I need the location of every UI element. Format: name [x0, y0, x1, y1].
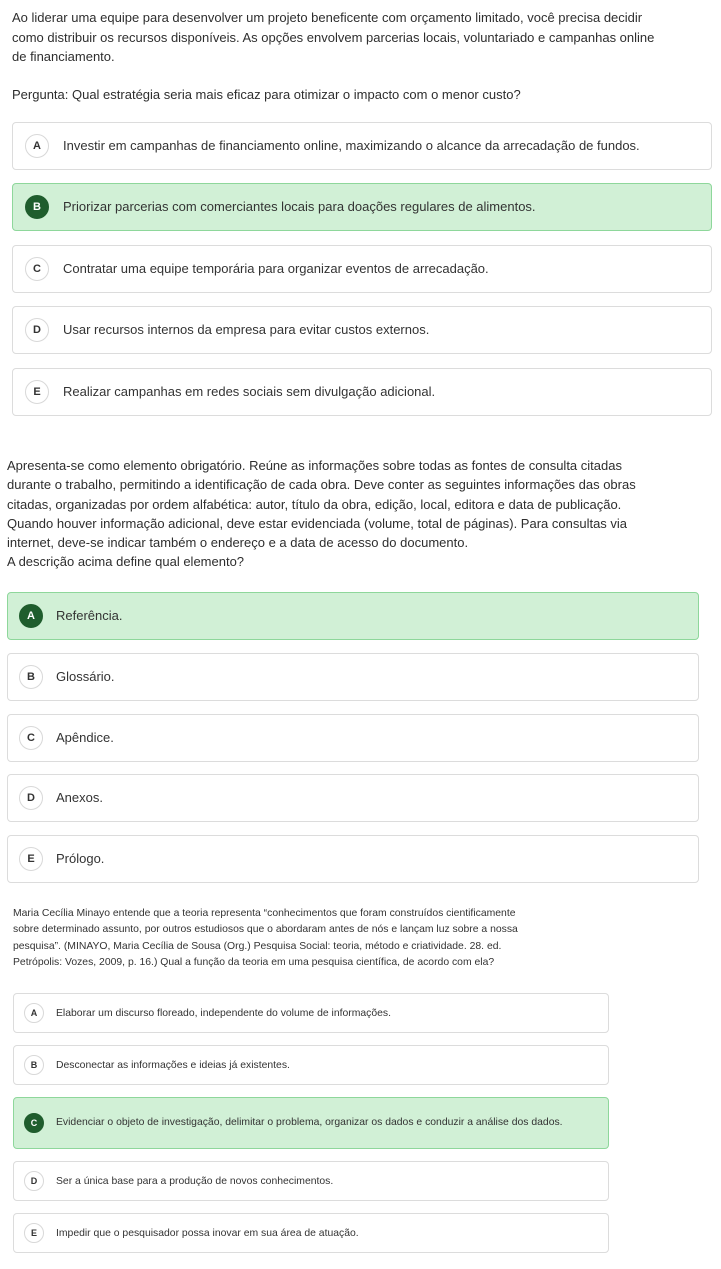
option-letter-badge: B — [24, 1055, 44, 1075]
option-letter-badge: B — [25, 195, 49, 219]
option-text: Investir em campanhas de financiamento online, maximizando o alcance da arrecadação de fundos. — [63, 138, 640, 153]
question-statement: Maria Cecília Minayo entende que a teoria representa “conhecimentos que foram construídos cientificamente sobre determinado assunto, por outros estudiosos que o abordaram antes de nós e lançam luz sobre a nossa pesquisa”. (MINAYO, Maria Cecília de Sousa (Org.) Pesquisa Social: teoria, método e criatividade. 28. ed. Petrópolis: Vozes, 2009, p. 16.) Qual a função da teoria em uma pesquisa científica, de acordo com ela? — [13, 908, 518, 968]
option-letter-badge: E — [25, 380, 49, 404]
option-b[interactable] — [12, 183, 712, 231]
question-statement: Apresenta-se como elemento obrigatório. Reúne as informações sobre todas as fontes de consulta citadas durante o trabalho, permitindo a identificação de cada obra. Deve conter as seguintes informações das obras citadas, organizadas por ordem alfabética: autor, título da obra, edição, local, editora e data de publicação. Quando houver informação adicional, deve estar evidenciada (volume, total de páginas). Para consultas via internet, deve-se indicar também o endereço e a data de acesso do documento. A descrição acima define qual elemento? — [7, 458, 636, 570]
option-a[interactable] — [13, 993, 609, 1033]
option-text: Contratar uma equipe temporária para organizar eventos de arrecadação. — [63, 261, 489, 276]
option-text: Desconectar as informações e ideias já existentes. — [56, 1059, 290, 1071]
question-prompt: Pergunta: Qual estratégia seria mais eficaz para otimizar o impacto com o menor custo? — [12, 86, 521, 102]
option-text: Impedir que o pesquisador possa inovar em sua área de atuação. — [56, 1227, 359, 1239]
option-letter-badge: E — [24, 1223, 44, 1243]
option-c[interactable] — [7, 714, 699, 762]
option-letter-badge: B — [19, 665, 43, 689]
option-e[interactable] — [7, 835, 699, 883]
option-e[interactable] — [13, 1213, 609, 1253]
option-a[interactable] — [12, 122, 712, 170]
option-text: Evidenciar o objeto de investigação, delimitar o problema, organizar os dados e conduzir a análise dos dados. — [56, 1117, 563, 1129]
option-text: Ser a única base para a produção de novos conhecimentos. — [56, 1175, 334, 1187]
question-2 — [7, 456, 699, 867]
option-d[interactable] — [7, 774, 699, 822]
question-3 — [13, 906, 609, 1239]
option-b[interactable] — [13, 1045, 609, 1085]
option-e[interactable] — [12, 368, 712, 416]
question-1 — [12, 0, 712, 399]
option-letter-badge: D — [25, 318, 49, 342]
option-letter-badge: C — [19, 726, 43, 750]
option-text: Realizar campanhas em redes sociais sem divulgação adicional. — [63, 384, 436, 399]
option-text: Anexos. — [56, 790, 103, 806]
option-letter-badge: C — [25, 257, 49, 281]
option-text: Usar recursos internos da empresa para evitar custos externos. — [63, 322, 430, 337]
option-d[interactable] — [13, 1161, 609, 1201]
option-text: Prólogo. — [56, 851, 105, 867]
option-letter-badge: C — [24, 1113, 44, 1133]
option-letter-badge: A — [19, 604, 43, 628]
option-text: Priorizar parcerias com comerciantes locais para doações regulares de alimentos. — [63, 199, 536, 214]
question-statement: Ao liderar uma equipe para desenvolver um projeto beneficente com orçamento limitado, você precisa decidir como distribuir os recursos disponíveis. As opções envolvem parcerias locais, voluntariado e campanhas online de financiamento. — [12, 10, 655, 64]
option-letter-badge: E — [19, 847, 43, 871]
option-text: Apêndice. — [56, 730, 114, 746]
option-c[interactable] — [12, 245, 712, 293]
option-a[interactable] — [7, 592, 699, 640]
option-text: Referência. — [56, 608, 123, 624]
option-text: Glossário. — [56, 669, 115, 685]
option-b[interactable] — [7, 653, 699, 701]
option-letter-badge: A — [25, 134, 49, 158]
option-letter-badge: D — [19, 786, 43, 810]
option-text: Elaborar um discurso floreado, independente do volume de informações. — [56, 1007, 392, 1019]
option-letter-badge: D — [24, 1171, 44, 1191]
option-d[interactable] — [12, 306, 712, 354]
option-letter-badge: A — [24, 1003, 44, 1023]
option-c[interactable] — [13, 1097, 609, 1149]
